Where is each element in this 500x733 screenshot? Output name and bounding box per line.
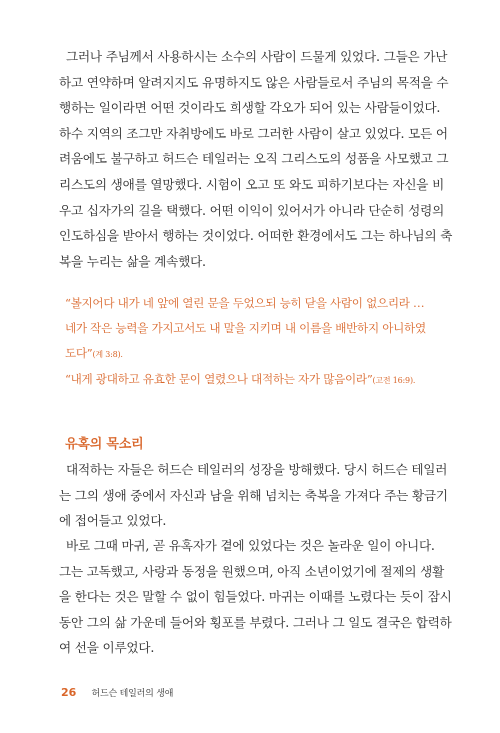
text-line: 하고 연약하며 알려지지도 유명하지도 않은 사람들로서 주님의 목적을 수 bbox=[59, 74, 449, 90]
text-line: 우고 십자가의 길을 택했다. 어떤 이익이 있어서가 아니라 단순히 성령의 bbox=[59, 202, 445, 218]
text-line: 복을 누리는 삶을 계속했다. bbox=[59, 253, 206, 269]
body-paragraph-3 bbox=[59, 533, 460, 661]
text-line: 대적하는 자들은 허드슨 테일러의 성장을 방해했다. 당시 허드슨 테일러 bbox=[66, 462, 448, 477]
quote-text: 도다” bbox=[65, 345, 93, 360]
text-line: 하수 지역의 조그만 자취방에도 바로 그러한 사람이 살고 있었다. 모든 어 bbox=[59, 125, 448, 141]
text-line: 그러나 주님께서 사용하시는 소수의 사람이 드물게 있었다. 그들은 가난 bbox=[66, 49, 448, 64]
text-line: 는 그의 생애 중에서 자신과 남을 위해 넘치는 축복을 가져다 주는 황금기 bbox=[59, 487, 448, 503]
text-line: 여 선을 이루었다. bbox=[59, 640, 155, 656]
text-line: 을 한다는 것은 말할 수 없이 힘들었다. 마귀는 이때를 노렸다는 듯이 잠시 bbox=[59, 589, 452, 605]
text-line: 인도하심을 받아서 행하는 것이었다. 어떠한 환경에서도 그는 하나님의 축 bbox=[59, 228, 453, 244]
quote-line: 네가 작은 능력을 가지고서도 내 말을 지키며 내 이름을 배반하지 아니하였 bbox=[65, 320, 426, 335]
page-number: 26 bbox=[61, 686, 77, 699]
section-heading: 유혹의 목소리 bbox=[65, 437, 144, 452]
text-line: 려움에도 불구하고 허드슨 테일러는 오직 그리스도의 성품을 사모했고 그 bbox=[59, 151, 449, 167]
text-line: 그는 고독했고, 사랑과 동정을 원했으며, 아직 소년이었기에 절제의 생활 bbox=[59, 563, 445, 579]
text-line: 리스도의 생애를 열망했다. 시험이 오고 또 와도 피하기보다는 자신을 비 bbox=[59, 176, 445, 192]
text-line: 바로 그때 마귀, 곧 유혹자가 곁에 있었다는 것은 놀라운 일이 아니다. bbox=[66, 538, 435, 553]
body-paragraph-2 bbox=[59, 457, 460, 534]
quote-line bbox=[65, 367, 455, 394]
quote-line: “볼지어다 내가 네 앞에 열린 문을 두었으되 능히 닫을 사람이 없으리라 … bbox=[65, 296, 425, 310]
running-book-title: 허드슨 테일러의 생애 bbox=[91, 689, 174, 699]
quote-text: “내게 광대하고 유효한 문이 열렸으나 대적하는 자가 많음이라” bbox=[65, 372, 373, 387]
quote-citation: (계 3:8). bbox=[92, 349, 123, 359]
text-line: 동안 그의 삶 가운데 들어와 횡포를 부렸다. 그러나 그 일도 결국은 합력하 bbox=[59, 614, 452, 630]
quote-citation: (고전 16:9). bbox=[372, 376, 416, 386]
text-line: 행하는 일이라면 어떤 것이라도 희생할 각오가 되어 있는 사람들이었다. bbox=[59, 100, 441, 116]
page-footer bbox=[61, 686, 173, 699]
quote-line bbox=[65, 341, 455, 368]
text-line: 에 접어들고 있었다. bbox=[59, 513, 167, 528]
scripture-quote bbox=[65, 291, 455, 394]
body-paragraph-1 bbox=[59, 44, 460, 274]
